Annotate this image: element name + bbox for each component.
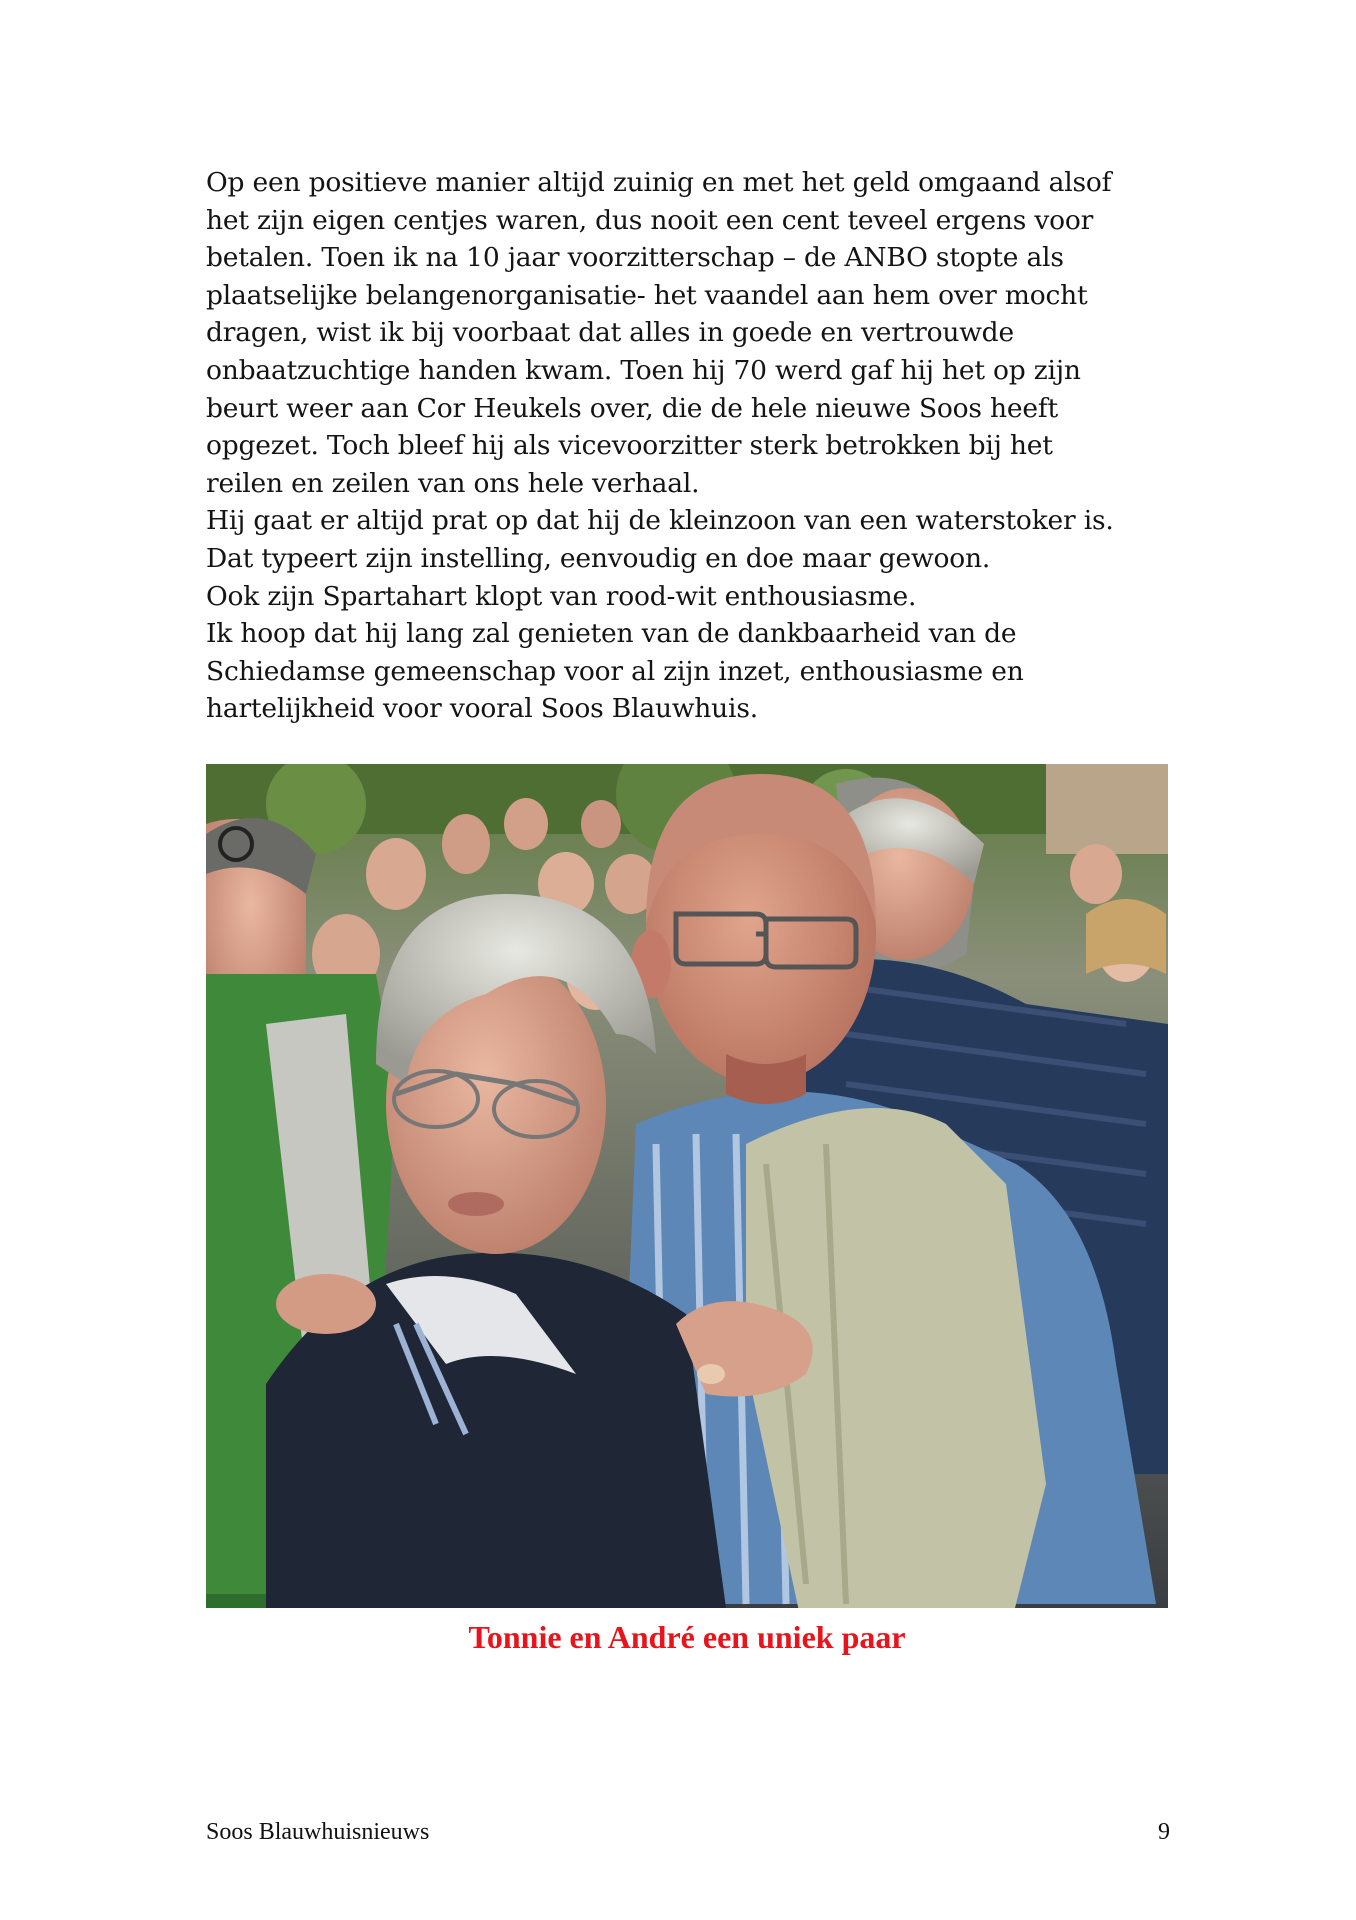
article-line: onbaatzuchtige handen kwam. Toen hij 70 werd gaf hij het op zijn <box>206 354 1081 386</box>
article-line: betalen. Toen ik na 10 jaar voorzitterschap – de ANBO stopte als <box>206 242 1064 274</box>
couple-photo <box>206 764 1168 1608</box>
article-line: beurt weer aan Cor Heukels over, die de hele nieuwe Soos heeft <box>206 392 1058 424</box>
article-line: Op een positieve manier altijd zuinig en met het geld omgaand alsof <box>206 167 1112 198</box>
article-line: Hij gaat er altijd prat op dat hij de kleinzoon van een waterstoker is. <box>206 505 1114 537</box>
article-line: dragen, wist ik bij voorbaat dat alles in goede en vertrouwde <box>206 317 1014 349</box>
footer-page-number: 9 <box>1158 1819 1170 1845</box>
article-line: hartelijkheid voor vooral Soos Blauwhuis. <box>206 693 758 725</box>
article-line: reilen en zeilen van ons hele verhaal. <box>206 467 700 499</box>
article-line: Dat typeert zijn instelling, eenvoudig en doe maar gewoon. <box>206 542 991 574</box>
article-line: Ook zijn Spartahart klopt van rood-wit enthousiasme. <box>206 580 917 612</box>
article-line: plaatselijke belangenorganisatie- het vaandel aan hem over mocht <box>206 279 1088 311</box>
article-line: opgezet. Toch bleef hij als vicevoorzitter sterk betrokken bij het <box>206 430 1053 462</box>
article-body <box>206 164 1186 728</box>
article-line: Schiedamse gemeenschap voor al zijn inzet, enthousiasme en <box>206 655 1024 687</box>
photo-caption: Tonnie en André een uniek paar <box>468 1619 906 1655</box>
footer-publication-name: Soos Blauwhuisnieuws <box>206 1819 430 1845</box>
article-line: Ik hoop dat hij lang zal genieten van de dankbaarheid van de <box>206 618 1017 650</box>
couple-photo-illustration <box>206 764 1168 1608</box>
article-line: het zijn eigen centjes waren, dus nooit een cent teveel ergens voor <box>206 204 1094 236</box>
